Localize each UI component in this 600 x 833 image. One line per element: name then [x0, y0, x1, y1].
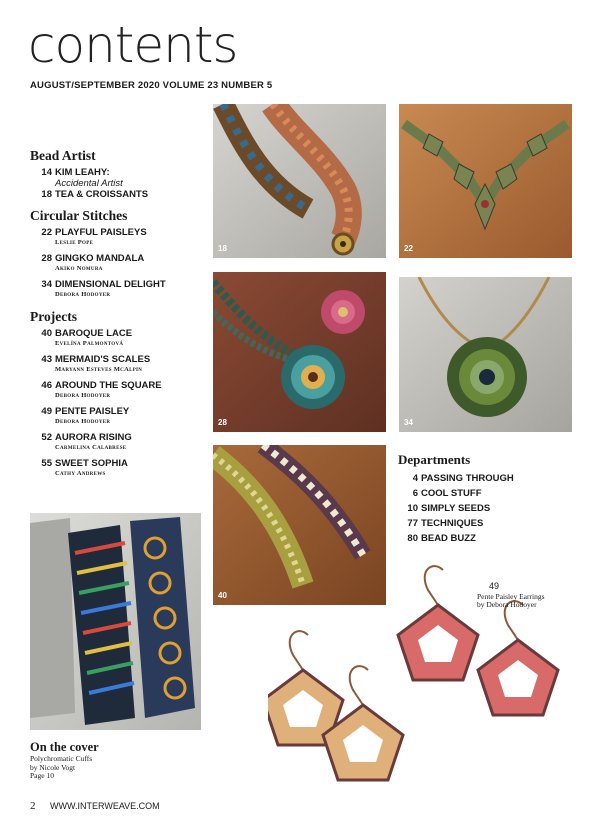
toc-page: 55 — [41, 458, 52, 469]
dept-entry[interactable] — [402, 501, 514, 516]
dept-entry[interactable] — [402, 471, 514, 486]
toc-title: TEA & CROISSANTS — [55, 189, 149, 200]
toc-entry[interactable] — [36, 189, 210, 200]
photo-pendant-dimensional-delight[interactable] — [399, 277, 572, 432]
dept-title: SIMPLY SEEDS — [421, 503, 491, 514]
toc-author: Debora Hodoyer — [55, 291, 111, 298]
toc-entry[interactable] — [36, 253, 210, 264]
toc-column — [30, 148, 210, 484]
cover-author: by Nicole Vogt — [30, 762, 76, 772]
toc-entry[interactable] — [36, 167, 210, 178]
photo-page-number: 34 — [404, 418, 413, 427]
toc-page: 46 — [41, 380, 52, 391]
earrings-caption — [477, 582, 545, 610]
dept-entry[interactable] — [402, 516, 514, 531]
photo-bracelet-tea-croissants[interactable] — [213, 104, 386, 258]
earrings-page-number: 49 — [489, 581, 500, 591]
section-heading-circular-stitches: Circular Stitches — [30, 208, 128, 223]
dept-entry[interactable] — [402, 486, 514, 501]
bracelet-image — [213, 104, 386, 258]
toc-page: 28 — [41, 253, 52, 264]
toc-entry[interactable] — [36, 458, 210, 469]
dept-entry[interactable] — [402, 531, 514, 546]
toc-entry[interactable] — [36, 328, 210, 339]
photo-necklace-playful-paisleys[interactable] — [399, 104, 572, 258]
toc-entry[interactable] — [36, 279, 210, 290]
website-link[interactable]: WWW.INTERWEAVE.COM — [50, 801, 160, 811]
toc-title: PLAYFUL PAISLEYS — [55, 227, 147, 238]
folio-page-number: 2 — [30, 800, 36, 812]
toc-title: PENTE PAISLEY — [55, 406, 130, 417]
toc-page: 34 — [41, 279, 52, 290]
dept-page: 80 — [407, 533, 418, 544]
dept-page: 6 — [412, 488, 418, 499]
dept-page: 4 — [412, 473, 418, 484]
toc-title: AURORA RISING — [55, 432, 132, 443]
dept-title: TECHNIQUES — [421, 518, 484, 529]
toc-page: 49 — [41, 406, 52, 417]
cover-project: Polychromatic Cuffs — [30, 754, 93, 763]
earrings-author: by Debora Hodoyer — [477, 600, 537, 609]
departments-list — [398, 452, 514, 546]
photo-pendant-gingko-mandala[interactable] — [213, 272, 386, 432]
toc-title: SWEET SOPHIA — [55, 458, 128, 469]
dept-title: PASSING THROUGH — [421, 473, 514, 484]
toc-author: Cathy Andrews — [55, 470, 106, 477]
photo-page-number: 28 — [218, 418, 227, 427]
photo-page-number: 18 — [218, 244, 227, 253]
toc-author: Akiko Nomura — [55, 265, 103, 272]
photo-cover-cuffs[interactable] — [30, 513, 201, 730]
footer — [30, 800, 160, 812]
toc-author: Debora Hodoyer — [55, 392, 111, 399]
toc-entry[interactable] — [36, 432, 210, 443]
toc-entry[interactable] — [36, 406, 210, 417]
toc-title: BAROQUE LACE — [55, 328, 133, 339]
toc-subtitle: Accidental Artist — [55, 178, 123, 189]
toc-author: Leslie Pope — [55, 239, 94, 246]
toc-page: 18 — [41, 189, 52, 200]
toc-page: 43 — [41, 354, 52, 365]
section-heading-departments: Departments — [398, 452, 471, 467]
toc-page: 14 — [41, 167, 52, 178]
toc-title: AROUND THE SQUARE — [55, 380, 162, 391]
cover-caption — [30, 740, 99, 781]
toc-entry[interactable] — [36, 380, 210, 391]
toc-author: Carmelina Calabrese — [55, 444, 127, 451]
section-heading-bead-artist: Bead Artist — [30, 148, 96, 163]
green-pendant-image — [399, 277, 572, 432]
toc-entry[interactable] — [36, 354, 210, 365]
pendant-image — [213, 272, 386, 432]
cover-heading: On the cover — [30, 740, 99, 754]
dept-page: 10 — [407, 503, 418, 514]
toc-title: DIMENSIONAL DELIGHT — [55, 279, 166, 290]
toc-entry[interactable] — [36, 227, 210, 238]
issue-line: AUGUST/SEPTEMBER 2020 VOLUME 23 NUMBER 5 — [30, 80, 273, 91]
photo-page-number: 40 — [218, 591, 227, 600]
toc-page: 40 — [41, 328, 52, 339]
dept-title: BEAD BUZZ — [421, 533, 476, 544]
toc-author: Debora Hodoyer — [55, 418, 111, 425]
toc-author: Maryann Esteves McAlpin — [55, 366, 143, 373]
dept-page: 77 — [407, 518, 418, 529]
toc-title: KIM LEAHY: — [55, 167, 110, 178]
section-heading-projects: Projects — [30, 309, 77, 324]
toc-page: 22 — [41, 227, 52, 238]
toc-title: MERMAID'S SCALES — [55, 354, 151, 365]
toc-author: Evelína Palmontová — [55, 340, 124, 347]
dept-title: COOL STUFF — [421, 488, 482, 499]
cover-page: Page 10 — [30, 771, 54, 780]
toc-title: GINGKO MANDALA — [55, 253, 145, 264]
necklace-image — [399, 104, 572, 258]
earrings-title: Pente Paisley Earrings — [477, 591, 545, 601]
photo-page-number: 22 — [404, 244, 413, 253]
page-title: contents — [28, 16, 238, 74]
cuffs-image — [30, 513, 201, 730]
toc-page: 52 — [41, 432, 52, 443]
